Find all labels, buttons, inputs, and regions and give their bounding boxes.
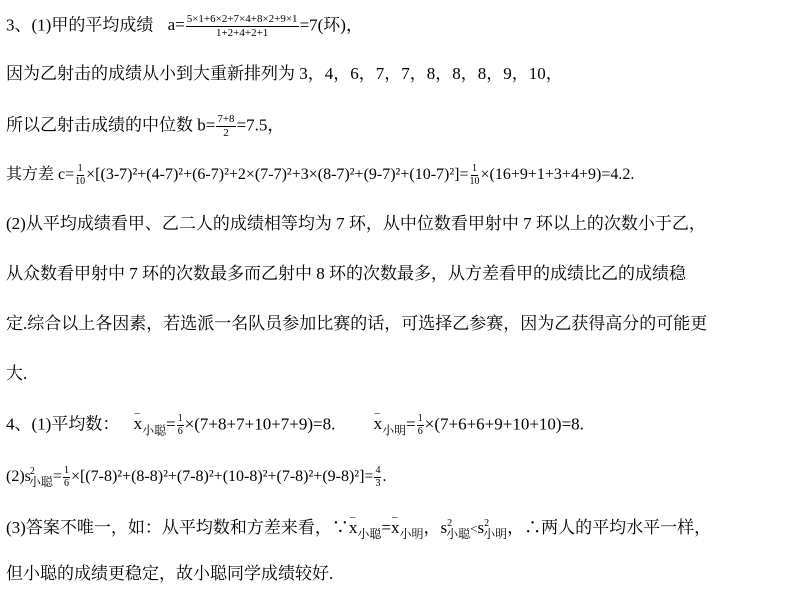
variance-xiaocong-fraction-2: [374, 466, 381, 489]
variance-c-line: [6, 164, 634, 187]
answer-4-3-line-2: [6, 564, 333, 584]
answer-3-1-line: [6, 14, 363, 39]
mean-a-fraction: [186, 14, 299, 39]
median-b-denominator: 2: [223, 127, 229, 139]
mean-a-label: a=: [167, 15, 185, 35]
mean-xiaoming-symbol: – x: [374, 414, 383, 434]
variance-c-prefix: 其方差 c=: [6, 166, 75, 184]
mean-xiaocong-expression: ×(7+8+7+10+7+9)=8.: [184, 414, 336, 434]
variance-c-expression: ×[(3-7)²+(4-7)²+(6-7)²+2×(7-7)²+3×(8-7)²+(9-7)²+(10-7)²]=: [86, 166, 469, 184]
variance-c-denominator-2: 10: [469, 176, 480, 187]
compare-mean-xiaoming-symbol: – x: [391, 518, 400, 538]
variance-xiaocong-period: .: [382, 468, 387, 485]
compare-mean-xiaocong-symbol: – x: [349, 518, 358, 538]
compare-mean-xiaoming-subscript: 小明: [399, 527, 424, 541]
variance-xiaocong-superscript: 2: [29, 466, 35, 477]
variance-c-fraction-2: [470, 164, 480, 187]
variance-xiaocong-numerator-1: 1: [63, 464, 69, 476]
compare-variance-xiaocong-superscript: 2: [447, 518, 453, 529]
variance-xiaocong-equals: =: [52, 468, 62, 485]
variance-xiaocong-prefix: (2)s: [6, 468, 31, 485]
answer-3-2-line-1: [6, 214, 706, 234]
mean-xiaocong-fraction: [177, 414, 184, 437]
sorted-scores-line: [6, 64, 563, 84]
answer-3-2-line-3: [6, 314, 707, 334]
median-b-numerator: 7+8: [217, 113, 235, 125]
mean-xiaocong-symbol: – x: [134, 414, 143, 434]
mean-xiaocong-denominator: 6: [177, 426, 183, 437]
variance-c-numerator-1: 1: [77, 163, 83, 174]
mean-a-denominator: 1+2+4+2+1: [215, 27, 269, 39]
answer-4-1-line: [6, 414, 584, 440]
compare-variance-xiaoming-symbol: s: [477, 518, 485, 537]
mean-a-result: =7(环)，: [299, 15, 363, 35]
variance-xiaocong-numerator-2: 4: [375, 464, 381, 476]
variance-c-result: ×(16+9+1+3+4+9)=4.2.: [480, 166, 635, 184]
mean-xiaocong-numerator: 1: [177, 413, 183, 424]
mean-xiaocong-subscript: 小聪: [142, 423, 167, 438]
compare-variance-xiaoming-superscript: 2: [484, 518, 490, 529]
compare-variance-xiaocong-subscript: 小聪: [446, 527, 471, 541]
answer-3-2-text-1: (2)从平均成绩看甲、乙二人的成绩相等均为 7 环，从中位数看甲射中 7 环以上的次数小于乙，: [6, 214, 706, 233]
answer-3-1-prefix: 3、(1)甲的平均成绩: [6, 15, 158, 35]
mean-xiaoming-expression: ×(7+6+6+9+10+10)=8.: [424, 414, 584, 434]
variance-c-denominator-1: 10: [75, 176, 86, 187]
mean-xiaocong-equals: =: [166, 414, 176, 434]
answer-3-2-line-2: [6, 264, 686, 284]
compare-less-than: <: [470, 521, 478, 536]
variance-xiaocong-denominator-2: 3: [375, 477, 381, 489]
variance-xiaocong-denominator-1: 6: [63, 477, 69, 489]
answer-4-3-conclusion: 但小聪的成绩更稳定，故小聪同学成绩较好.: [6, 564, 334, 583]
answer-4-3-prefix: (3)答案不唯一，如：从平均数和方差来看，∵: [6, 518, 349, 537]
variance-c-fraction-1: [75, 164, 85, 187]
compare-variance-xiaocong-symbol: s: [440, 518, 448, 537]
mean-xiaoming-denominator: 6: [417, 426, 423, 437]
answer-3-2-text-2: 从众数看甲射中 7 环的次数最多而乙射中 8 环的次数最多，从方差看甲的成绩比乙的成绩稳: [6, 264, 686, 283]
median-b-fraction: [216, 114, 235, 139]
answer-4-3-tail: ，∴两人的平均水平一样，: [507, 518, 712, 537]
compare-comma: ，: [423, 518, 441, 537]
mean-xiaoming-fraction: [417, 414, 424, 437]
mean-xiaoming-equals: =: [406, 414, 416, 434]
variance-c-numerator-2: 1: [472, 163, 477, 174]
mean-xiaoming-subscript: 小明: [382, 423, 407, 438]
mean-a-numerator: 5×1+6×2+7×4+8×2+9×1: [186, 13, 298, 25]
variance-xiaocong-line: [6, 462, 386, 492]
answer-3-2-text-4: 大.: [6, 364, 28, 383]
compare-variance-xiaoming-subscript: 小明: [483, 527, 508, 541]
variance-xiaocong-expression: ×[(7-8)²+(8-8)²+(7-8)²+(10-8)²+(7-8)²+(9-8)²]=: [70, 468, 374, 485]
sorted-scores-text: 因为乙射击的成绩从小到大重新排列为 3，4，6，7，7，8，8，8，9，10，: [6, 64, 563, 83]
variance-xiaocong-fraction-1: [63, 466, 70, 489]
compare-mean-xiaocong-subscript: 小聪: [357, 527, 382, 541]
mean-xiaoming-numerator: 1: [417, 413, 423, 424]
answer-3-2-line-4: [6, 364, 27, 384]
median-b-line: [6, 114, 284, 139]
answer-4-3-line-1: [6, 514, 711, 544]
median-b-result: =7.5，: [236, 115, 285, 135]
compare-equals: =: [381, 518, 391, 537]
answer-3-2-text-3: 定.综合以上各因素，若选派一名队员参加比赛的话，可选择乙参赛，因为乙获得高分的可能更: [6, 314, 708, 333]
answer-4-1-prefix: 4、(1)平均数：: [6, 414, 120, 434]
variance-xiaocong-subscript: 小聪: [28, 475, 53, 489]
median-b-prefix: 所以乙射击成绩的中位数 b=: [6, 115, 216, 135]
